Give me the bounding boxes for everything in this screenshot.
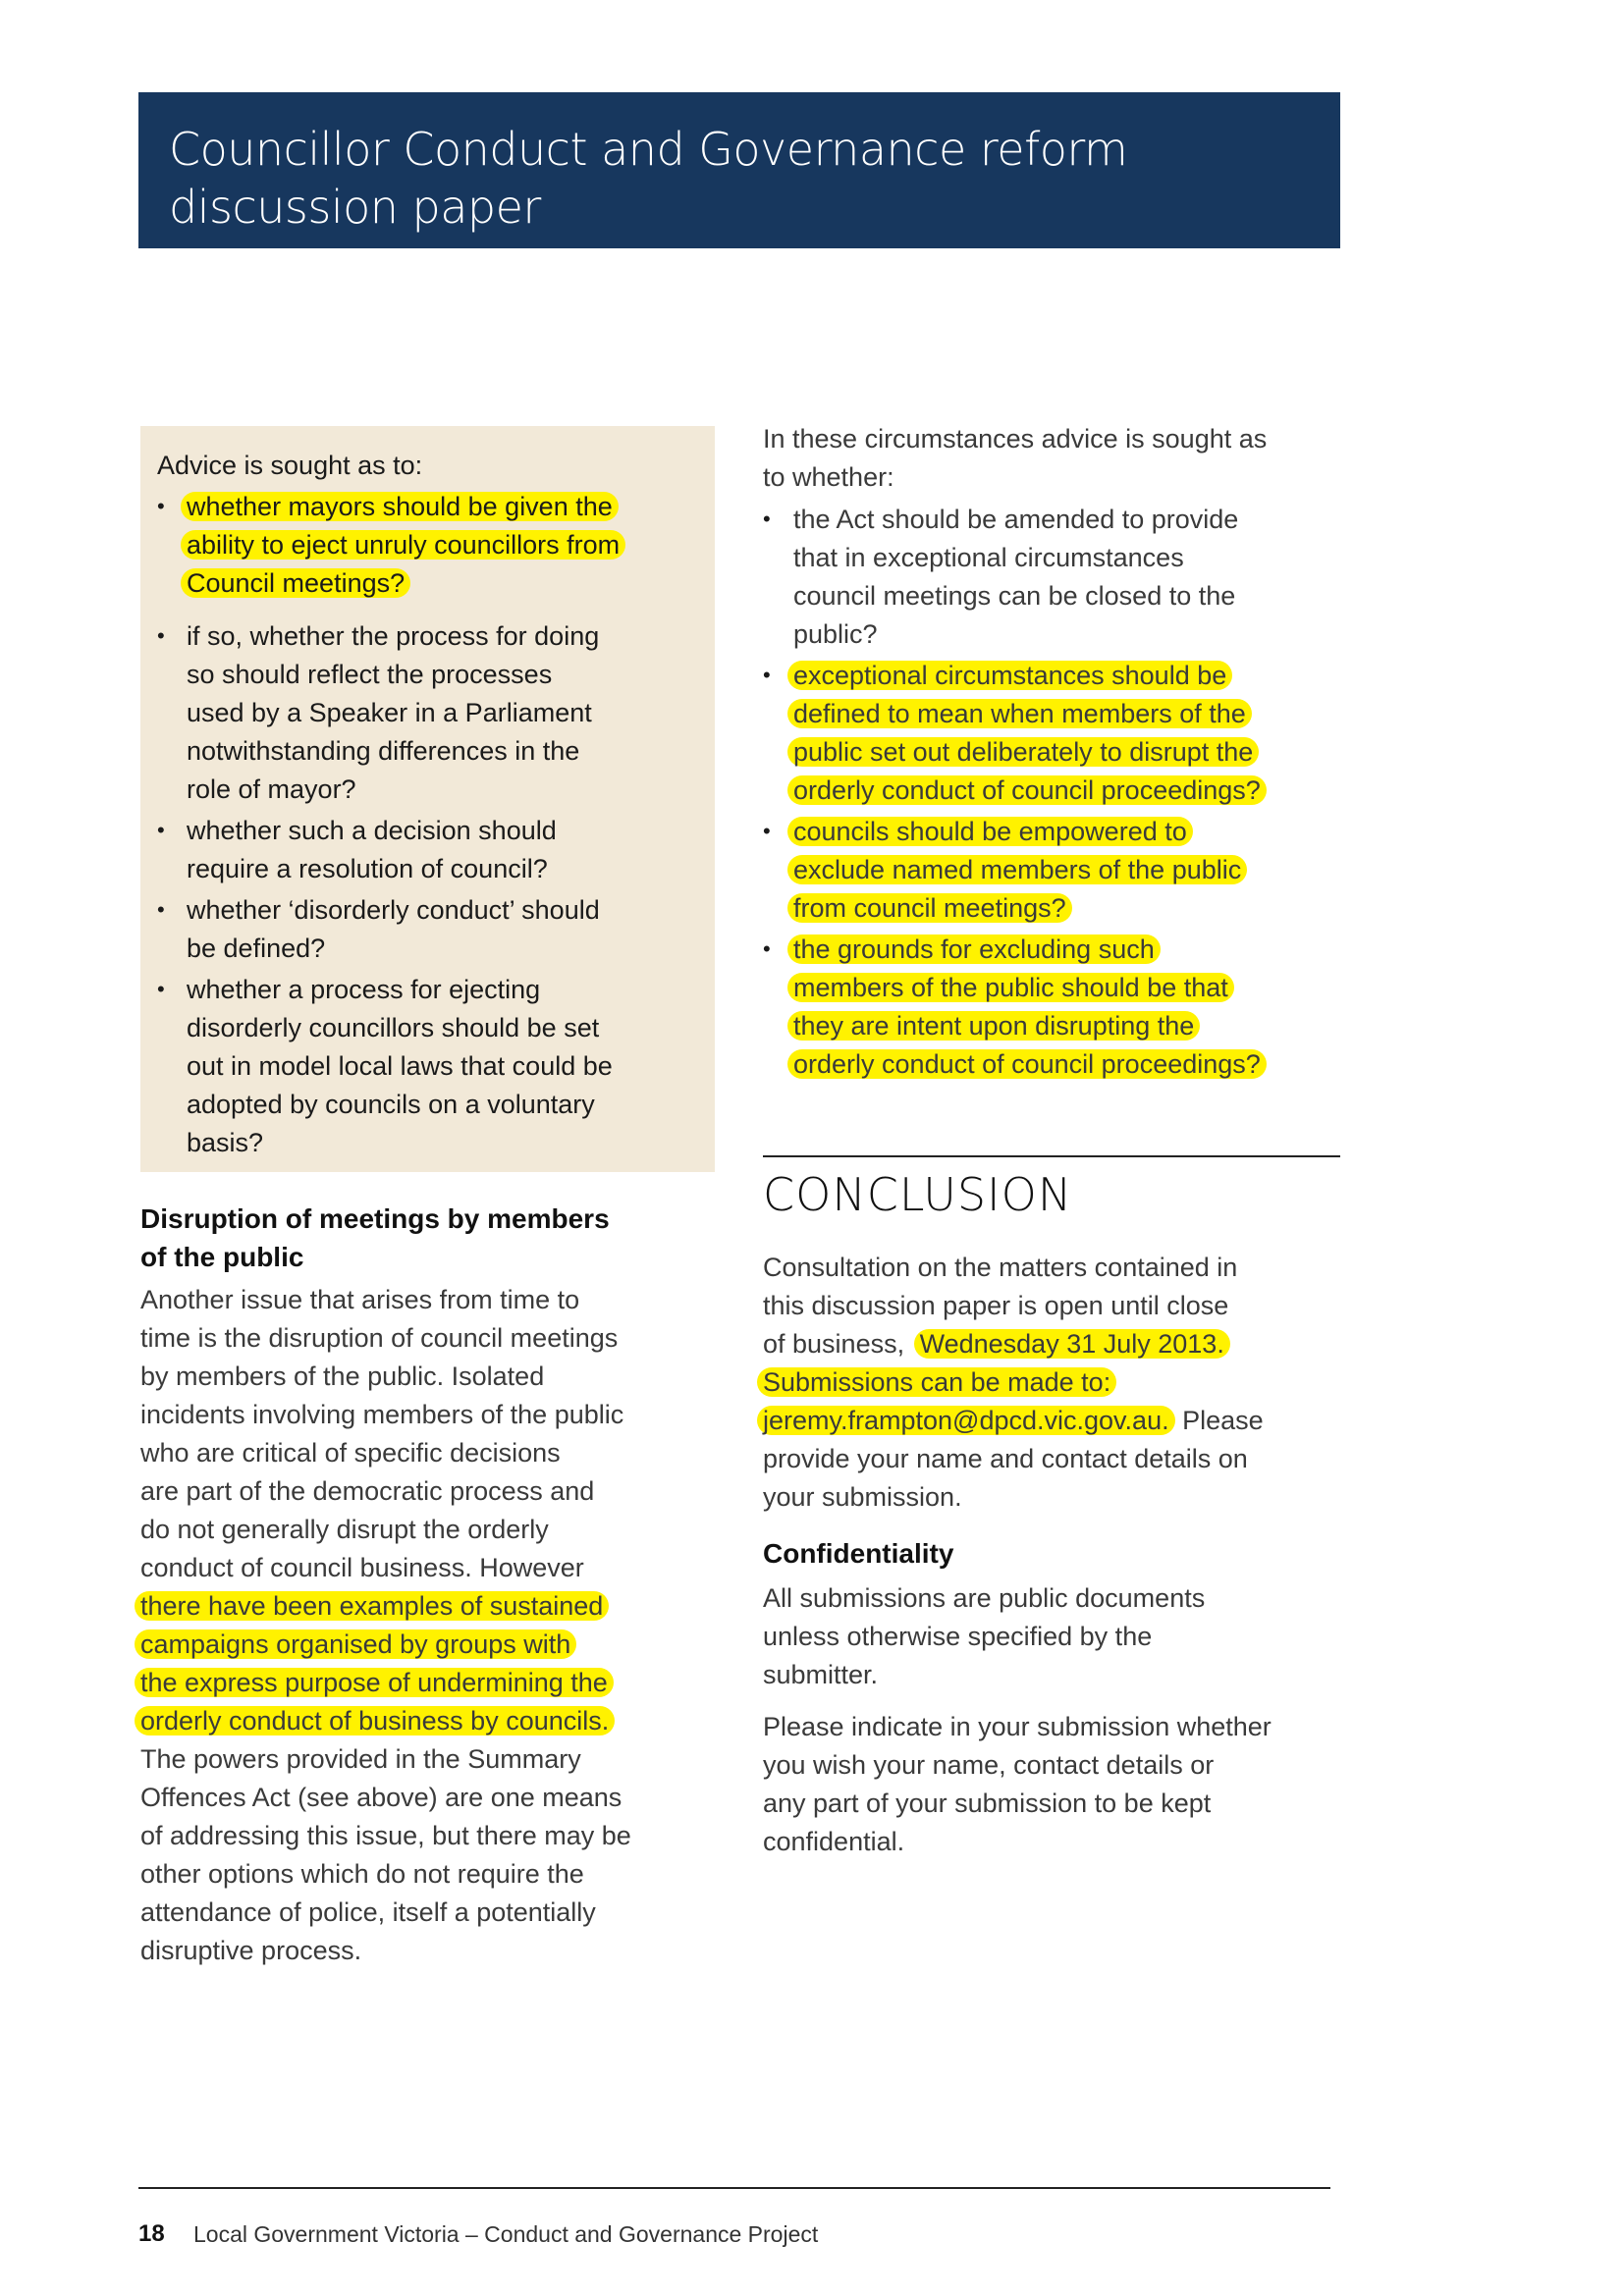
right-advice-item-line <box>793 772 1267 809</box>
conclusion-line: provide your name and contact details on <box>763 1444 1248 1473</box>
highlighted-text: orderly conduct of business by councils. <box>135 1706 615 1735</box>
advice-item-line: whether ‘disorderly conduct’ should <box>187 895 600 925</box>
bullet-icon: • <box>763 819 771 843</box>
conclusion-line: your submission. <box>763 1482 962 1512</box>
bullet-icon: • <box>157 818 165 842</box>
bullet-icon: • <box>763 507 771 531</box>
confidentiality-line: you wish your name, contact details or <box>763 1750 1215 1780</box>
conclusion-line: Consultation on the matters contained in <box>763 1253 1238 1282</box>
footer-divider <box>138 2187 1330 2189</box>
disruption-body-line: do not generally disrupt the orderly <box>140 1515 549 1544</box>
confidentiality-line: confidential. <box>763 1827 905 1856</box>
right-advice-item-line: the Act should be amended to provide <box>793 505 1239 534</box>
advice-item-line: adopted by councils on a voluntary <box>187 1090 595 1119</box>
highlighted-text: public set out deliberately to disrupt the <box>787 737 1259 767</box>
highlighted-text: whether mayors should be given the <box>181 492 619 521</box>
advice-item-line <box>187 526 625 563</box>
highlighted-text: orderly conduct of council proceedings? <box>787 775 1267 805</box>
highlighted-text: exceptional circumstances should be <box>787 661 1232 690</box>
highlighted-text: there have been examples of sustained <box>135 1591 609 1621</box>
conclusion-line: this discussion paper is open until close <box>763 1291 1229 1320</box>
highlighted-text: councils should be empowered to <box>787 817 1193 846</box>
disruption-body-line: attendance of police, itself a potentially <box>140 1897 596 1927</box>
advice-intro: Advice is sought as to: <box>157 451 423 480</box>
disruption-body-line: The powers provided in the Summary <box>140 1744 581 1774</box>
title-banner <box>138 92 1340 248</box>
disruption-body-line: disruptive process. <box>140 1936 362 1965</box>
bullet-icon: • <box>157 897 165 922</box>
right-advice-item-line <box>793 695 1252 732</box>
right-advice-item-line <box>793 889 1072 927</box>
advice-item-line: out in model local laws that could be <box>187 1051 613 1081</box>
conclusion-line <box>763 1402 1264 1439</box>
confidentiality-line: unless otherwise specified by the <box>763 1622 1153 1651</box>
confidentiality-line: Please indicate in your submission whether <box>763 1712 1272 1741</box>
disruption-body-line: incidents involving members of the public <box>140 1400 624 1429</box>
advice-item-line: if so, whether the process for doing <box>187 621 600 651</box>
advice-item-line: used by a Speaker in a Parliament <box>187 698 592 727</box>
highlighted-text: from council meetings? <box>787 893 1072 923</box>
right-advice-item-line <box>793 813 1193 850</box>
highlighted-text: members of the public should be that <box>787 973 1234 1002</box>
disruption-body-line: time is the disruption of council meetings <box>140 1323 619 1353</box>
disruption-body-line: are part of the democratic process and <box>140 1476 595 1506</box>
bullet-icon: • <box>763 936 771 961</box>
conclusion-line <box>763 1363 1116 1401</box>
advice-item-line: whether a process for ejecting <box>187 975 541 1004</box>
right-advice-intro: In these circumstances advice is sought as <box>763 424 1268 454</box>
disruption-body-line: Another issue that arises from time to <box>140 1285 580 1314</box>
conclusion-divider <box>763 1155 1340 1157</box>
disruption-body-line <box>140 1664 614 1701</box>
right-advice-item-line <box>793 1007 1200 1044</box>
highlighted-text: Council meetings? <box>181 568 410 598</box>
bullet-icon: • <box>157 977 165 1001</box>
highlighted-text: orderly conduct of council proceedings? <box>787 1049 1267 1079</box>
contact-email-link[interactable]: jeremy.frampton@dpcd.vic.gov.au. <box>757 1406 1175 1435</box>
highlighted-text: the grounds for excluding such <box>787 934 1161 964</box>
conclusion-line <box>763 1325 1230 1362</box>
conclusion-text: Please <box>1182 1406 1264 1435</box>
disruption-heading-line-1: Disruption of meetings by members <box>140 1203 610 1234</box>
page-number: 18 <box>138 2220 165 2247</box>
advice-item-line: require a resolution of council? <box>187 854 548 883</box>
right-advice-item-line <box>793 851 1247 888</box>
advice-item-line <box>187 564 410 602</box>
disruption-body-line: by members of the public. Isolated <box>140 1362 545 1391</box>
advice-item-line: role of mayor? <box>187 774 356 804</box>
highlighted-text: the express purpose of undermining the <box>135 1668 614 1697</box>
highlighted-text: defined to mean when members of the <box>787 699 1252 728</box>
disruption-body-line: who are critical of specific decisions <box>140 1438 561 1468</box>
highlighted-text: they are intent upon disrupting the <box>787 1011 1200 1041</box>
disruption-body-line: other options which do not require the <box>140 1859 584 1889</box>
bullet-icon: • <box>157 623 165 648</box>
conclusion-heading: CONCLUSION <box>763 1168 1073 1221</box>
conclusion-text: of business, <box>763 1329 905 1359</box>
right-advice-item-line: that in exceptional circumstances <box>793 543 1184 572</box>
confidentiality-line: All submissions are public documents <box>763 1583 1206 1613</box>
right-advice-item-line <box>793 931 1161 968</box>
confidentiality-line: any part of your submission to be kept <box>763 1789 1212 1818</box>
right-advice-item-line <box>793 969 1234 1006</box>
bullet-icon: • <box>157 494 165 518</box>
disruption-body-line: of addressing this issue, but there may be <box>140 1821 631 1850</box>
disruption-body-line: conduct of council business. However <box>140 1553 584 1582</box>
disruption-body-line: Offences Act (see above) are one means <box>140 1783 623 1812</box>
right-advice-item-line <box>793 733 1259 771</box>
highlighted-text: ability to eject unruly councillors from <box>181 530 625 560</box>
highlighted-text: exclude named members of the public <box>787 855 1247 884</box>
advice-item-line: disorderly councillors should be set <box>187 1013 600 1042</box>
advice-item-line: so should reflect the processes <box>187 660 553 689</box>
confidentiality-heading: Confidentiality <box>763 1538 954 1569</box>
bullet-icon: • <box>763 663 771 687</box>
advice-item-line: notwithstanding differences in the <box>187 736 580 766</box>
confidentiality-line: submitter. <box>763 1660 879 1689</box>
advice-item-line <box>187 488 619 525</box>
right-advice-item-line: council meetings can be closed to the <box>793 581 1236 611</box>
advice-item-line: basis? <box>187 1128 264 1157</box>
advice-item-line: whether such a decision should <box>187 816 557 845</box>
footer-title: Local Government Victoria – Conduct and Governance Project <box>193 2221 819 2247</box>
page-title-line-1: Councillor Conduct and Governance reform <box>169 123 1128 176</box>
disruption-body-line <box>140 1626 576 1663</box>
disruption-body-line <box>140 1587 609 1625</box>
right-advice-item-line <box>793 1045 1267 1083</box>
deadline-highlight: Wednesday 31 July 2013. <box>914 1329 1230 1359</box>
right-advice-item-line <box>793 657 1232 694</box>
disruption-body-line <box>140 1702 615 1739</box>
page-title-line-2: discussion paper <box>169 181 541 234</box>
right-advice-intro: to whether: <box>763 462 894 492</box>
right-advice-item-line: public? <box>793 619 878 649</box>
disruption-heading-line-2: of the public <box>140 1242 304 1272</box>
highlighted-text: campaigns organised by groups with <box>135 1629 576 1659</box>
advice-item-line: be defined? <box>187 934 326 963</box>
submission-highlight: Submissions can be made to: <box>757 1367 1116 1397</box>
